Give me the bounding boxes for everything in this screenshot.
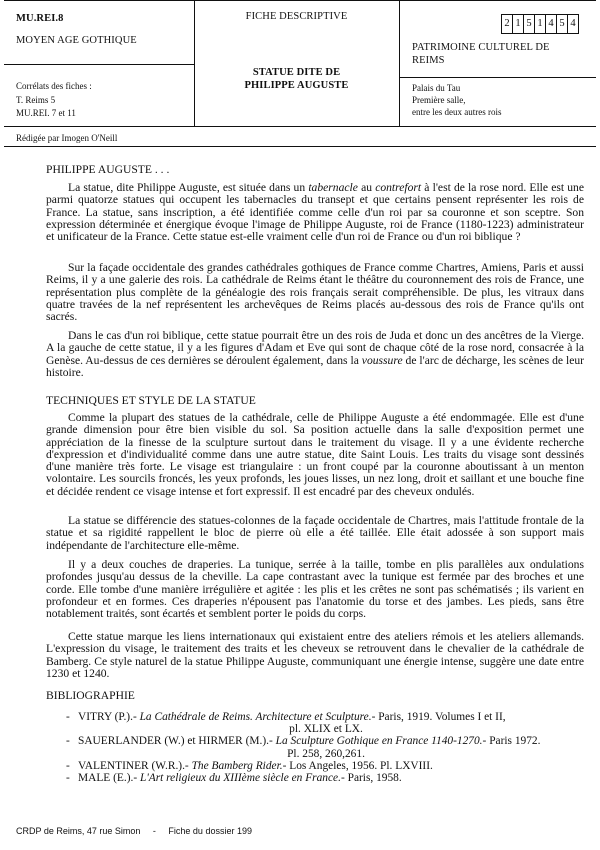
term-contrefort: contrefort [375,181,422,194]
footer-separator: - [152,826,156,836]
paragraph-4 [46,412,584,498]
code-digit: 4 [570,18,576,29]
paragraph: Cette statue marque les liens internationaux qui existaient entre des ateliers rémois et les ateliers allemands. L'expression du visage, le traitement des traits et les cheveux se retrouvent dans le chevalier de la cathédrale de Bamberg. Ce style naturel de la statue Philippe Auguste, communiquant une énergie intense, suggère une date entre 1230 et 1240. [46,630,584,680]
paragraph: La statue se différencie des statues-colonnes de la façade occidentale de Chartres, mais l'attitude frontale de la statue et sa rigidité rappellent le bloc de pierre où elle a été taillée. Elle était adossée à son support mais indépendante de l'architecture elle-même. [46,514,584,552]
location-2: Première salle, [412,95,466,105]
title-line-2: PHILIPPE AUGUSTE [244,80,349,91]
bibliography-list [66,711,586,784]
correlats-2: MU.REI. 7 et 11 [16,108,76,118]
code-digit: 5 [557,15,568,33]
header-divider-right [399,0,400,126]
term-voussure: voussure [361,353,403,367]
correlats-label: Corrélats des fiches : [16,81,92,91]
bibliography-entry: - VALENTINER (W.R.).- The Bamberg Rider.- Los Angeles, 1956. Pl. LXVIII. [66,759,433,772]
author-credit: Rédigée par Imogen O'Neill [16,133,118,143]
location-1: Palais du Tau [412,83,461,93]
correlats-1: T. Reims 5 [16,95,56,105]
header-top-rule [4,0,596,1]
paragraph-3 [46,330,584,379]
paragraph: Il y a deux couches de draperies. La tunique, serrée à la taille, tombe en plis parallèles aux ondulations profondes jusqu'au dessus de la cheville. La cape contrastant avec la tunique est fermée par des broches et une corde. Elle tombe d'une manière irrégulière et agitée : les plis et les crêtes ne sont pas schématisés ; ils varient en profondeur et en formes. Ces draperies n'épousent pas l'anatomie du torse et des jambes. Les pieds, sans être notablement traités, sont écartés et semblent porter le poids du corps. [46,558,584,621]
footer [16,826,252,836]
code-digit: 4 [546,15,557,33]
heritage-title: PATRIMOINE CULTUREL DE REIMS [412,42,550,66]
code-digit: 5 [524,15,535,33]
section-1-body [46,182,584,243]
paragraph: Sur la façade occidentale des grandes cathédrales gothiques de France comme Chartres, Amiens, Paris et aussi Reims, il y a une galerie des rois. La cathédrale de Reims étant le théâtre du couronnement des rois de France, une représentation plus complète de la généalogie des rois français serait compréhensible. De plus, les vitraux dans quatre travées de la nef représentent les archevêques de Reims placés au-dessous des rois de France qu'ils ont sacrés. [46,261,584,324]
footer-dossier: Fiche du dossier 199 [168,826,252,836]
paragraph-5 [46,515,584,552]
classification-code [501,14,579,34]
period: MOYEN AGE GOTHIQUE [16,35,137,46]
paragraph-2 [46,262,584,323]
code-digit: 2 [502,15,513,33]
code-digit: 1 [535,15,546,33]
bibliography-entry: - VITRY (P.).- La Cathédrale de Reims. Architecture et Sculpture.- Paris, 1919. Volumes I et II, pl. XLIX et LX. [66,711,506,736]
paragraph: Dans le cas d'un roi biblique, cette statue pourrait être un des rois de Juda et donc un des ancêtres de la Vierge. A la gauche de cette statue, il y a les figures d'Adam et Eve qui sont de chaque côté de la rose nord, consacrée à la Genèse. Au-dessus de ces dernières se déroulent également, dans la voussure de l'arc de décharge, les scènes de leur histoire. [46,329,584,379]
location-3: entre les deux autres rois [412,107,502,117]
ref-code: MU.REI.8 [16,13,64,24]
paragraph-6 [46,559,584,620]
fiche-type: FICHE DESCRIPTIVE [245,11,348,22]
paragraph: Comme la plupart des statues de la cathédrale, celle de Philippe Auguste a été endommagée. Elle est d'une grande dimension pour être bien visible du sol. Sa position actuelle dans la salle d'exposition permet une appréciation de la finesse de la sculpture surtout dans le traitement du visage. Il y a une évidente recherche d'expression et d'individualité comme dans une autre statue, dite Saint Louis. Les traits du visage sont dessinés d'une manière très forte. Le visage est triangulaire : un front coupé par la couronne aboutissant à un menton volontaire. Les sourcils froncés, les yeux profonds, les joues lisses, un nez long, droit et saillant et une bouche fine et décidée rendent ce visage intense et fort expressif. Il est encadré par des cheveux ondulés. [46,411,584,498]
paragraph-7 [46,631,584,680]
author-rule [4,146,596,147]
header-bottom-rule [4,126,596,127]
section-heading-philippe: PHILIPPE AUGUSTE . . . [46,163,170,176]
paragraph: La statue, dite Philippe Auguste, est située dans un tabernacle au contrefort à l'est de la rose nord. Elle est une parmi quatorze statues qui occupent les tabernacles du transept et que certains pensent représenter les rois de France. La statue, sans inscription, a été identifiée comme celle d'un roi par sa couronne et son sceptre. Son expression déterminée et énergique évoque l'image de Philippe Auguste, roi de France (1180-1223) administrateur et unificateur de la France. Cette statue est-elle vraiment celle d'un roi de France ou d'un roi biblique ? [46,181,584,244]
bibliography-entry: - SAUERLANDER (W.) et HIRMER (M.).- La Sculpture Gothique en France 1140-1270.- Paris 1972. Pl. 258, 260,261. [66,735,541,760]
header-row-rule-right [399,77,596,78]
title-line-1: STATUE DITE DE [252,67,341,78]
bibliography-entry: - MALE (E.).- L'Art religieux du XIIIème siècle en France.- Paris, 1958. [66,772,402,785]
section-heading-techniques: TECHNIQUES ET STYLE DE LA STATUE [46,394,256,407]
section-heading-bibliographie: BIBLIOGRAPHIE [46,689,135,702]
header-row-rule-left [4,64,194,65]
footer-publisher: CRDP de Reims, 47 rue Simon [16,826,141,836]
code-digit: 1 [513,15,524,33]
term-tabernacle: tabernacle [308,181,358,194]
